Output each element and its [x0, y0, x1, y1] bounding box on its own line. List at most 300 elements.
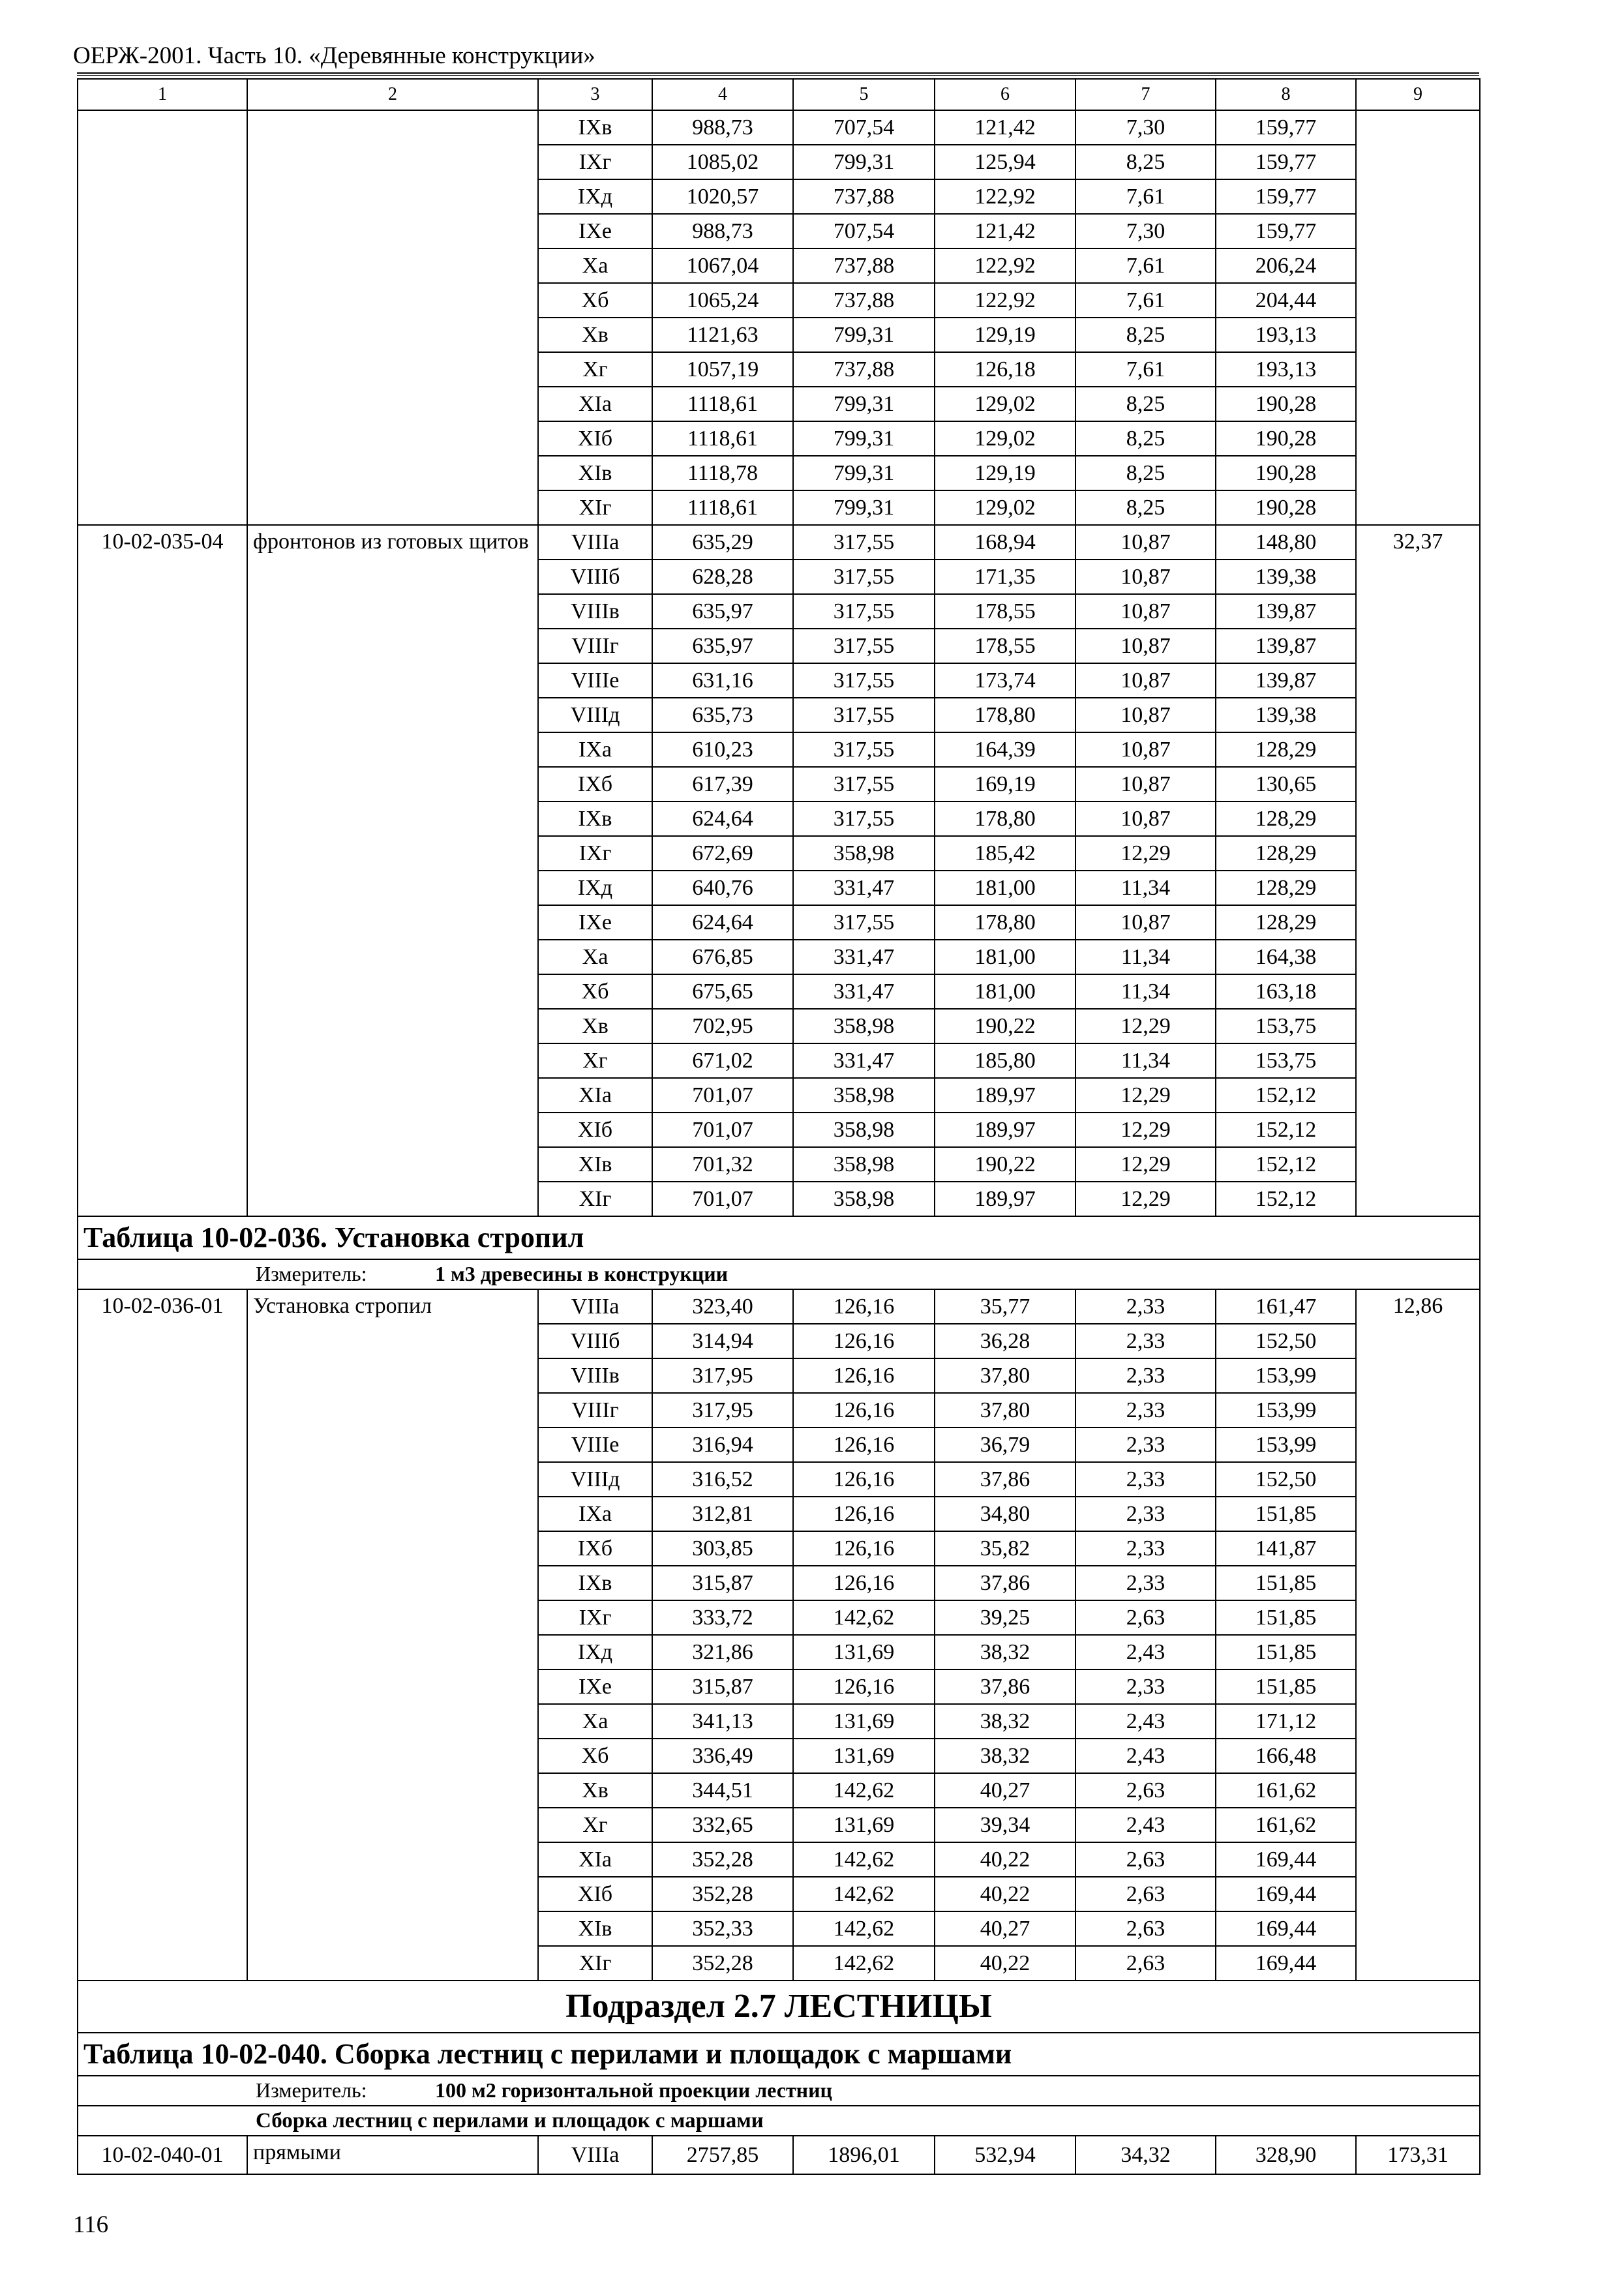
region-cell: XIб — [538, 1877, 652, 1911]
value-cell: 171,35 — [935, 560, 1075, 594]
value-cell: 1057,19 — [652, 352, 793, 387]
value-cell: 737,88 — [793, 248, 935, 283]
value-cell: 35,82 — [935, 1531, 1075, 1566]
value-cell: 331,47 — [793, 1043, 935, 1078]
value-cell: 153,99 — [1216, 1428, 1356, 1462]
table-subtitle: Сборка лестниц с перилами и площадок с маршами — [78, 2106, 1480, 2136]
region-cell: IXе — [538, 905, 652, 940]
value-cell: 2,63 — [1075, 1877, 1216, 1911]
value-cell: 142,62 — [793, 1911, 935, 1946]
value-cell: 38,32 — [935, 1704, 1075, 1739]
region-cell: XIв — [538, 1147, 652, 1182]
region-cell: XIг — [538, 1182, 652, 1216]
value-cell: 128,29 — [1216, 905, 1356, 940]
value-cell: 610,23 — [652, 732, 793, 767]
value-cell: 12,29 — [1075, 1113, 1216, 1147]
value-cell: 38,32 — [935, 1635, 1075, 1669]
value-cell: 1118,61 — [652, 421, 793, 456]
value-cell: 126,18 — [935, 352, 1075, 387]
rate-code: 10-02-036-01 — [78, 1289, 247, 1981]
value-cell: 2,43 — [1075, 1739, 1216, 1773]
rate-name — [247, 110, 538, 525]
value-cell: 34,80 — [935, 1497, 1075, 1531]
value-cell: 37,86 — [935, 1566, 1075, 1600]
value-cell: 11,34 — [1075, 974, 1216, 1009]
value-cell: 126,16 — [793, 1566, 935, 1600]
value-cell: 737,88 — [793, 179, 935, 214]
subtitle-row — [78, 2106, 1480, 2136]
region-cell: XIг — [538, 1946, 652, 1981]
value-cell: 128,29 — [1216, 732, 1356, 767]
value-cell: 317,95 — [652, 1393, 793, 1428]
value-cell: 11,34 — [1075, 1043, 1216, 1078]
region-cell: VIIIд — [538, 698, 652, 732]
value-cell: 35,77 — [935, 1289, 1075, 1324]
value-cell: 11,34 — [1075, 940, 1216, 974]
value-cell: 10,87 — [1075, 594, 1216, 629]
value-cell: 34,32 — [1075, 2136, 1216, 2174]
value-cell: 139,38 — [1216, 560, 1356, 594]
value-cell: 331,47 — [793, 940, 935, 974]
value-cell: 316,94 — [652, 1428, 793, 1462]
value-cell: 2,33 — [1075, 1497, 1216, 1531]
value-cell: 701,07 — [652, 1182, 793, 1216]
column-number: 3 — [538, 79, 652, 110]
value-cell: 316,52 — [652, 1462, 793, 1497]
region-cell: IXг — [538, 1600, 652, 1635]
value-cell: 161,62 — [1216, 1808, 1356, 1842]
value-cell: 12,29 — [1075, 1078, 1216, 1113]
measure-cell — [78, 1259, 1480, 1289]
value-cell: 153,99 — [1216, 1358, 1356, 1393]
value-cell: 336,49 — [652, 1739, 793, 1773]
value-cell: 161,47 — [1216, 1289, 1356, 1324]
measure-label: Измеритель: — [256, 2078, 367, 2102]
region-cell: VIIIа — [538, 1289, 652, 1324]
value-cell: 333,72 — [652, 1600, 793, 1635]
table-title: Таблица 10-02-040. Сборка лестниц с перилами и площадок с маршами — [78, 2033, 1480, 2076]
value-cell: 701,07 — [652, 1113, 793, 1147]
region-cell: Xб — [538, 974, 652, 1009]
region-cell: IXд — [538, 1635, 652, 1669]
value-cell: 159,77 — [1216, 145, 1356, 179]
value-cell: 317,55 — [793, 767, 935, 801]
value-cell: 352,28 — [652, 1946, 793, 1981]
value-cell: 10,87 — [1075, 629, 1216, 663]
value-cell: 128,29 — [1216, 871, 1356, 905]
value-cell: 799,31 — [793, 456, 935, 490]
value-cell: 321,86 — [652, 1635, 793, 1669]
value-cell: 141,87 — [1216, 1531, 1356, 1566]
value-cell: 1067,04 — [652, 248, 793, 283]
value-cell: 317,55 — [793, 732, 935, 767]
value-cell: 2,33 — [1075, 1358, 1216, 1393]
value-cell: 12,29 — [1075, 836, 1216, 871]
value-cell: 171,12 — [1216, 1704, 1356, 1739]
region-cell: Xб — [538, 283, 652, 318]
value-cell: 331,47 — [793, 871, 935, 905]
column-number: 8 — [1216, 79, 1356, 110]
value-cell: 39,34 — [935, 1808, 1075, 1842]
value-cell: 10,87 — [1075, 560, 1216, 594]
page-number: 116 — [73, 2211, 109, 2238]
value-cell: 151,85 — [1216, 1497, 1356, 1531]
table-row — [78, 1289, 1480, 1324]
region-cell: VIIIб — [538, 1324, 652, 1358]
rate-name: Установка стропил — [247, 1289, 538, 1981]
value-cell: 163,18 — [1216, 974, 1356, 1009]
value-cell: 672,69 — [652, 836, 793, 871]
value-cell: 152,50 — [1216, 1462, 1356, 1497]
value-cell: 358,98 — [793, 1147, 935, 1182]
value-cell: 317,55 — [793, 801, 935, 836]
value-cell: 169,44 — [1216, 1946, 1356, 1981]
table-row — [78, 2136, 1480, 2174]
rate-code: 10-02-035-04 — [78, 525, 247, 1216]
value-cell: 799,31 — [793, 145, 935, 179]
value-cell: 2,33 — [1075, 1324, 1216, 1358]
region-cell: IXг — [538, 145, 652, 179]
value-cell: 142,62 — [793, 1773, 935, 1808]
value-cell: 131,69 — [793, 1704, 935, 1739]
value-cell: 640,76 — [652, 871, 793, 905]
value-cell: 671,02 — [652, 1043, 793, 1078]
value-cell: 11,34 — [1075, 871, 1216, 905]
measure-cell — [78, 2076, 1480, 2106]
value-cell: 181,00 — [935, 940, 1075, 974]
value-cell: 631,16 — [652, 663, 793, 698]
value-cell: 702,95 — [652, 1009, 793, 1043]
column-number: 6 — [935, 79, 1075, 110]
value-cell: 314,94 — [652, 1324, 793, 1358]
value-cell: 8,25 — [1075, 421, 1216, 456]
value-cell: 2,33 — [1075, 1393, 1216, 1428]
value-cell: 737,88 — [793, 352, 935, 387]
header-rule — [77, 72, 1479, 74]
value-cell: 189,97 — [935, 1113, 1075, 1147]
value-cell: 204,44 — [1216, 283, 1356, 318]
value-cell: 151,85 — [1216, 1669, 1356, 1704]
region-cell: Xг — [538, 1043, 652, 1078]
value-cell: 10,87 — [1075, 698, 1216, 732]
measure-row — [78, 1259, 1480, 1289]
value-cell: 1065,24 — [652, 283, 793, 318]
value-cell: 190,28 — [1216, 387, 1356, 421]
extra-value: 12,86 — [1356, 1289, 1480, 1981]
region-cell: Xа — [538, 248, 652, 283]
column-number: 2 — [247, 79, 538, 110]
value-cell: 799,31 — [793, 387, 935, 421]
value-cell: 126,16 — [793, 1428, 935, 1462]
value-cell: 1118,61 — [652, 490, 793, 525]
value-cell: 10,87 — [1075, 663, 1216, 698]
value-cell: 159,77 — [1216, 179, 1356, 214]
value-cell: 190,28 — [1216, 456, 1356, 490]
value-cell: 737,88 — [793, 283, 935, 318]
value-cell: 185,80 — [935, 1043, 1075, 1078]
region-cell: IXг — [538, 836, 652, 871]
value-cell: 126,16 — [793, 1669, 935, 1704]
value-cell: 185,42 — [935, 836, 1075, 871]
value-cell: 173,74 — [935, 663, 1075, 698]
value-cell: 8,25 — [1075, 490, 1216, 525]
value-cell: 1118,61 — [652, 387, 793, 421]
value-cell: 358,98 — [793, 1078, 935, 1113]
value-cell: 126,16 — [793, 1497, 935, 1531]
rate-name: прямыми — [247, 2136, 538, 2174]
value-cell: 193,13 — [1216, 352, 1356, 387]
value-cell: 181,00 — [935, 871, 1075, 905]
value-cell: 122,92 — [935, 283, 1075, 318]
page-header-title: ОЕРЖ-2001. Часть 10. «Деревянные конструкции» — [73, 42, 595, 69]
value-cell: 164,39 — [935, 732, 1075, 767]
measure-value: 1 м3 древесины в конструкции — [435, 1262, 729, 1286]
region-cell: Xв — [538, 1009, 652, 1043]
value-cell: 707,54 — [793, 110, 935, 145]
table-title-row — [78, 2033, 1480, 2076]
region-cell: XIв — [538, 1911, 652, 1946]
value-cell: 129,19 — [935, 318, 1075, 352]
value-cell: 10,87 — [1075, 732, 1216, 767]
value-cell: 2,63 — [1075, 1600, 1216, 1635]
value-cell: 153,75 — [1216, 1009, 1356, 1043]
value-cell: 131,69 — [793, 1808, 935, 1842]
rate-code: 10-02-040-01 — [78, 2136, 247, 2174]
value-cell: 129,02 — [935, 421, 1075, 456]
region-cell: XIа — [538, 1842, 652, 1877]
value-cell: 181,00 — [935, 974, 1075, 1009]
value-cell: 2,33 — [1075, 1669, 1216, 1704]
table-row — [78, 110, 1480, 145]
value-cell: 799,31 — [793, 490, 935, 525]
value-cell: 126,16 — [793, 1289, 935, 1324]
region-cell: IXв — [538, 801, 652, 836]
value-cell: 701,32 — [652, 1147, 793, 1182]
table-title-row — [78, 1216, 1480, 1259]
value-cell: 7,61 — [1075, 283, 1216, 318]
value-cell: 37,80 — [935, 1358, 1075, 1393]
region-cell: IXв — [538, 110, 652, 145]
value-cell: 8,25 — [1075, 318, 1216, 352]
region-cell: IXд — [538, 871, 652, 905]
region-cell: IXб — [538, 767, 652, 801]
column-number-row — [78, 79, 1480, 110]
value-cell: 8,25 — [1075, 387, 1216, 421]
value-cell: 139,38 — [1216, 698, 1356, 732]
value-cell: 178,80 — [935, 905, 1075, 940]
value-cell: 2,33 — [1075, 1289, 1216, 1324]
region-cell: VIIIа — [538, 525, 652, 560]
region-cell: VIIIе — [538, 663, 652, 698]
value-cell: 151,85 — [1216, 1600, 1356, 1635]
value-cell: 37,86 — [935, 1669, 1075, 1704]
region-cell: XIг — [538, 490, 652, 525]
value-cell: 178,80 — [935, 801, 1075, 836]
value-cell: 190,28 — [1216, 490, 1356, 525]
value-cell: 331,47 — [793, 974, 935, 1009]
column-number: 4 — [652, 79, 793, 110]
value-cell: 7,30 — [1075, 214, 1216, 248]
region-cell: IXе — [538, 214, 652, 248]
table-row — [78, 525, 1480, 560]
value-cell: 635,97 — [652, 594, 793, 629]
measure-label: Измеритель: — [256, 1262, 367, 1286]
value-cell: 178,80 — [935, 698, 1075, 732]
measure-row — [78, 2076, 1480, 2106]
value-cell: 624,64 — [652, 801, 793, 836]
value-cell: 164,38 — [1216, 940, 1356, 974]
value-cell: 312,81 — [652, 1497, 793, 1531]
region-cell: XIб — [538, 1113, 652, 1147]
value-cell: 1121,63 — [652, 318, 793, 352]
region-cell: VIIIв — [538, 1358, 652, 1393]
value-cell: 193,13 — [1216, 318, 1356, 352]
region-cell: IXе — [538, 1669, 652, 1704]
value-cell: 352,28 — [652, 1842, 793, 1877]
value-cell: 130,65 — [1216, 767, 1356, 801]
value-cell: 152,12 — [1216, 1113, 1356, 1147]
value-cell: 317,55 — [793, 663, 935, 698]
region-cell: Xб — [538, 1739, 652, 1773]
column-number: 9 — [1356, 79, 1480, 110]
region-cell: VIIIг — [538, 629, 652, 663]
value-cell: 12,29 — [1075, 1147, 1216, 1182]
value-cell: 2,33 — [1075, 1566, 1216, 1600]
subsection-title: Подраздел 2.7 ЛЕСТНИЦЫ — [78, 1981, 1480, 2033]
region-cell: IXд — [538, 179, 652, 214]
table-title: Таблица 10-02-036. Установка стропил — [78, 1216, 1480, 1259]
value-cell: 7,30 — [1075, 110, 1216, 145]
rates-table-body — [78, 79, 1480, 2174]
value-cell: 40,27 — [935, 1911, 1075, 1946]
value-cell: 40,22 — [935, 1946, 1075, 1981]
region-cell: VIIIв — [538, 594, 652, 629]
value-cell: 323,40 — [652, 1289, 793, 1324]
value-cell: 131,69 — [793, 1739, 935, 1773]
region-cell: IXб — [538, 1531, 652, 1566]
value-cell: 37,86 — [935, 1462, 1075, 1497]
value-cell: 129,19 — [935, 456, 1075, 490]
value-cell: 675,65 — [652, 974, 793, 1009]
value-cell: 189,97 — [935, 1182, 1075, 1216]
value-cell: 190,28 — [1216, 421, 1356, 456]
value-cell: 2,43 — [1075, 1808, 1216, 1842]
value-cell: 139,87 — [1216, 663, 1356, 698]
value-cell: 7,61 — [1075, 179, 1216, 214]
value-cell: 988,73 — [652, 214, 793, 248]
value-cell: 122,92 — [935, 179, 1075, 214]
value-cell: 2,43 — [1075, 1635, 1216, 1669]
region-cell: VIIIг — [538, 1393, 652, 1428]
value-cell: 1896,01 — [793, 2136, 935, 2174]
value-cell: 317,55 — [793, 525, 935, 560]
value-cell: 2757,85 — [652, 2136, 793, 2174]
value-cell: 178,55 — [935, 629, 1075, 663]
value-cell: 121,42 — [935, 110, 1075, 145]
value-cell: 131,69 — [793, 1635, 935, 1669]
region-cell: VIIIд — [538, 1462, 652, 1497]
value-cell: 12,29 — [1075, 1009, 1216, 1043]
region-cell: IXа — [538, 1497, 652, 1531]
rate-name: фронтонов из готовых щитов — [247, 525, 538, 1216]
value-cell: 352,33 — [652, 1911, 793, 1946]
value-cell: 10,87 — [1075, 525, 1216, 560]
region-cell: VIIIа — [538, 2136, 652, 2174]
value-cell: 190,22 — [935, 1009, 1075, 1043]
value-cell: 10,87 — [1075, 905, 1216, 940]
value-cell: 1085,02 — [652, 145, 793, 179]
value-cell: 142,62 — [793, 1946, 935, 1981]
value-cell: 126,16 — [793, 1462, 935, 1497]
value-cell: 10,87 — [1075, 801, 1216, 836]
value-cell: 122,92 — [935, 248, 1075, 283]
value-cell: 317,55 — [793, 698, 935, 732]
value-cell: 701,07 — [652, 1078, 793, 1113]
value-cell: 635,29 — [652, 525, 793, 560]
value-cell: 617,39 — [652, 767, 793, 801]
header-rule-thin — [77, 75, 1479, 76]
value-cell: 38,32 — [935, 1739, 1075, 1773]
value-cell: 152,12 — [1216, 1078, 1356, 1113]
region-cell: IXв — [538, 1566, 652, 1600]
value-cell: 332,65 — [652, 1808, 793, 1842]
region-cell: Xг — [538, 352, 652, 387]
value-cell: 315,87 — [652, 1669, 793, 1704]
value-cell: 169,44 — [1216, 1842, 1356, 1877]
value-cell: 317,95 — [652, 1358, 793, 1393]
value-cell: 153,75 — [1216, 1043, 1356, 1078]
value-cell: 139,87 — [1216, 629, 1356, 663]
value-cell: 159,77 — [1216, 110, 1356, 145]
value-cell: 178,55 — [935, 594, 1075, 629]
value-cell: 152,12 — [1216, 1147, 1356, 1182]
value-cell: 153,99 — [1216, 1393, 1356, 1428]
value-cell: 988,73 — [652, 110, 793, 145]
value-cell: 40,27 — [935, 1773, 1075, 1808]
value-cell: 151,85 — [1216, 1635, 1356, 1669]
value-cell: 142,62 — [793, 1877, 935, 1911]
value-cell: 126,16 — [793, 1324, 935, 1358]
value-cell: 169,44 — [1216, 1911, 1356, 1946]
region-cell: XIб — [538, 421, 652, 456]
value-cell: 2,33 — [1075, 1428, 1216, 1462]
value-cell: 635,73 — [652, 698, 793, 732]
value-cell: 799,31 — [793, 421, 935, 456]
value-cell: 169,44 — [1216, 1877, 1356, 1911]
value-cell: 358,98 — [793, 836, 935, 871]
value-cell: 142,62 — [793, 1842, 935, 1877]
value-cell: 129,02 — [935, 490, 1075, 525]
value-cell: 159,77 — [1216, 214, 1356, 248]
measure-value: 100 м2 горизонтальной проекции лестниц — [435, 2078, 832, 2102]
column-number: 5 — [793, 79, 935, 110]
value-cell: 168,94 — [935, 525, 1075, 560]
value-cell: 7,61 — [1075, 352, 1216, 387]
value-cell: 676,85 — [652, 940, 793, 974]
value-cell: 1020,57 — [652, 179, 793, 214]
region-cell: VIIIе — [538, 1428, 652, 1462]
value-cell: 148,80 — [1216, 525, 1356, 560]
value-cell: 126,16 — [793, 1358, 935, 1393]
region-cell: Xа — [538, 1704, 652, 1739]
value-cell: 152,50 — [1216, 1324, 1356, 1358]
value-cell: 635,97 — [652, 629, 793, 663]
region-cell: XIа — [538, 387, 652, 421]
value-cell: 169,19 — [935, 767, 1075, 801]
value-cell: 2,63 — [1075, 1842, 1216, 1877]
value-cell: 10,87 — [1075, 767, 1216, 801]
value-cell: 8,25 — [1075, 456, 1216, 490]
